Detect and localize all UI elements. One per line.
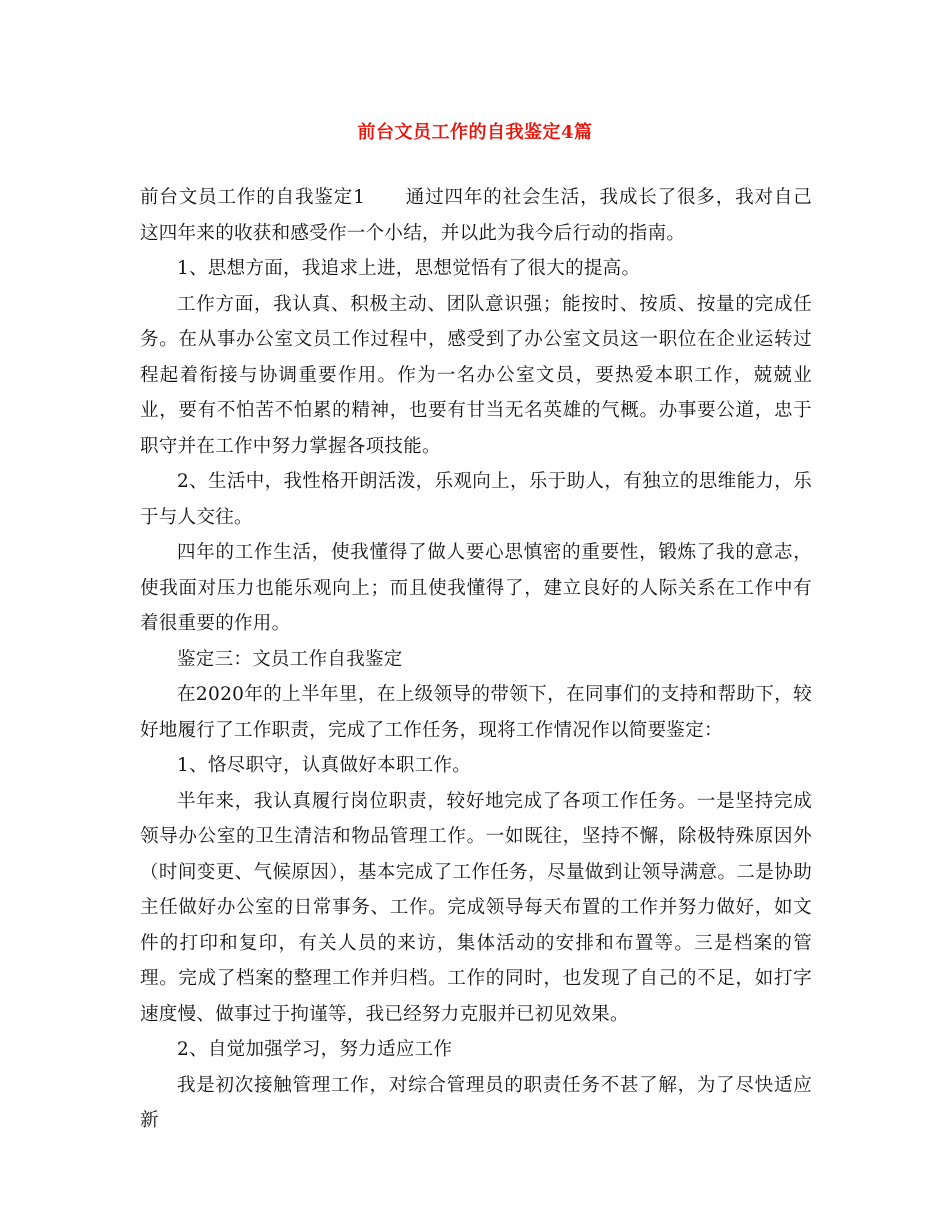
- paragraph: 四年的工作生活，使我懂得了做人要心思慎密的重要性，锻炼了我的意志，使我面对压力也能乐观向上；而且使我懂得了，建立良好的人际关系在工作中有着很重要的作用。: [140, 542, 812, 634]
- intro-text: 通过四年的社会生活，我成长了很多，我对自己这四年来的收获和感受作一个小结，并以此为我今后行动的指南。: [140, 187, 812, 244]
- paragraph: 1、恪尽职守，认真做好本职工作。: [177, 755, 472, 776]
- document-body: [140, 180, 812, 1139]
- paragraph: 半年来，我认真履行岗位职责，较好地完成了各项工作任务。一是坚持完成领导办公室的卫生清洁和物品管理工作。一如既往，坚持不懈，除极特殊原因外（时间变更、气候原因），基本完成了工作任务，尽量做到让领导满意。二是协助主任做好办公室的日常事务、工作。完成领导每天布置的工作并努力做好，如文件的打印和复印，有关人员的来访，集体活动的安排和布置等。三是档案的管理。完成了档案的整理工作并归档。工作的同时，也发现了自己的不足，如打字速度慢、做事过于拘谨等，我已经努力克服并已初见效果。: [140, 790, 812, 1025]
- paragraph: 1、思想方面，我追求上进，思想觉悟有了很大的提高。: [177, 258, 641, 279]
- section-heading-3: 鉴定三：文员工作自我鉴定: [177, 648, 403, 670]
- paragraph: 2、生活中，我性格开朗活泼，乐观向上，乐于助人，有独立的思维能力，乐于与人交往。: [140, 471, 812, 528]
- paragraph: 在2020年的上半年里，在上级领导的带领下，在同事们的支持和帮助下，较好地履行了工作职责，完成了工作任务，现将工作情况作以简要鉴定：: [140, 684, 812, 741]
- document-title: 前台文员工作的自我鉴定4篇: [357, 122, 593, 143]
- paragraph: 工作方面，我认真、积极主动、团队意识强；能按时、按质、按量的完成任务。在从事办公室文员工作过程中，感受到了办公室文员这一职位在企业运转过程起着衔接与协调重要作用。作为一名办公室文员，要热爱本职工作，兢兢业业，要有不怕苦不怕累的精神，也要有甘当无名英雄的气概。办事要公道，忠于职守并在工作中努力掌握各项技能。: [140, 293, 812, 457]
- section-heading-1: 前台文员工作的自我鉴定1: [140, 187, 366, 208]
- paragraph: 我是初次接触管理工作，对综合管理员的职责任务不甚了解，为了尽快适应新: [140, 1074, 812, 1131]
- paragraph-intro: [140, 180, 812, 251]
- paragraph: 2、自觉加强学习，努力适应工作: [177, 1039, 453, 1060]
